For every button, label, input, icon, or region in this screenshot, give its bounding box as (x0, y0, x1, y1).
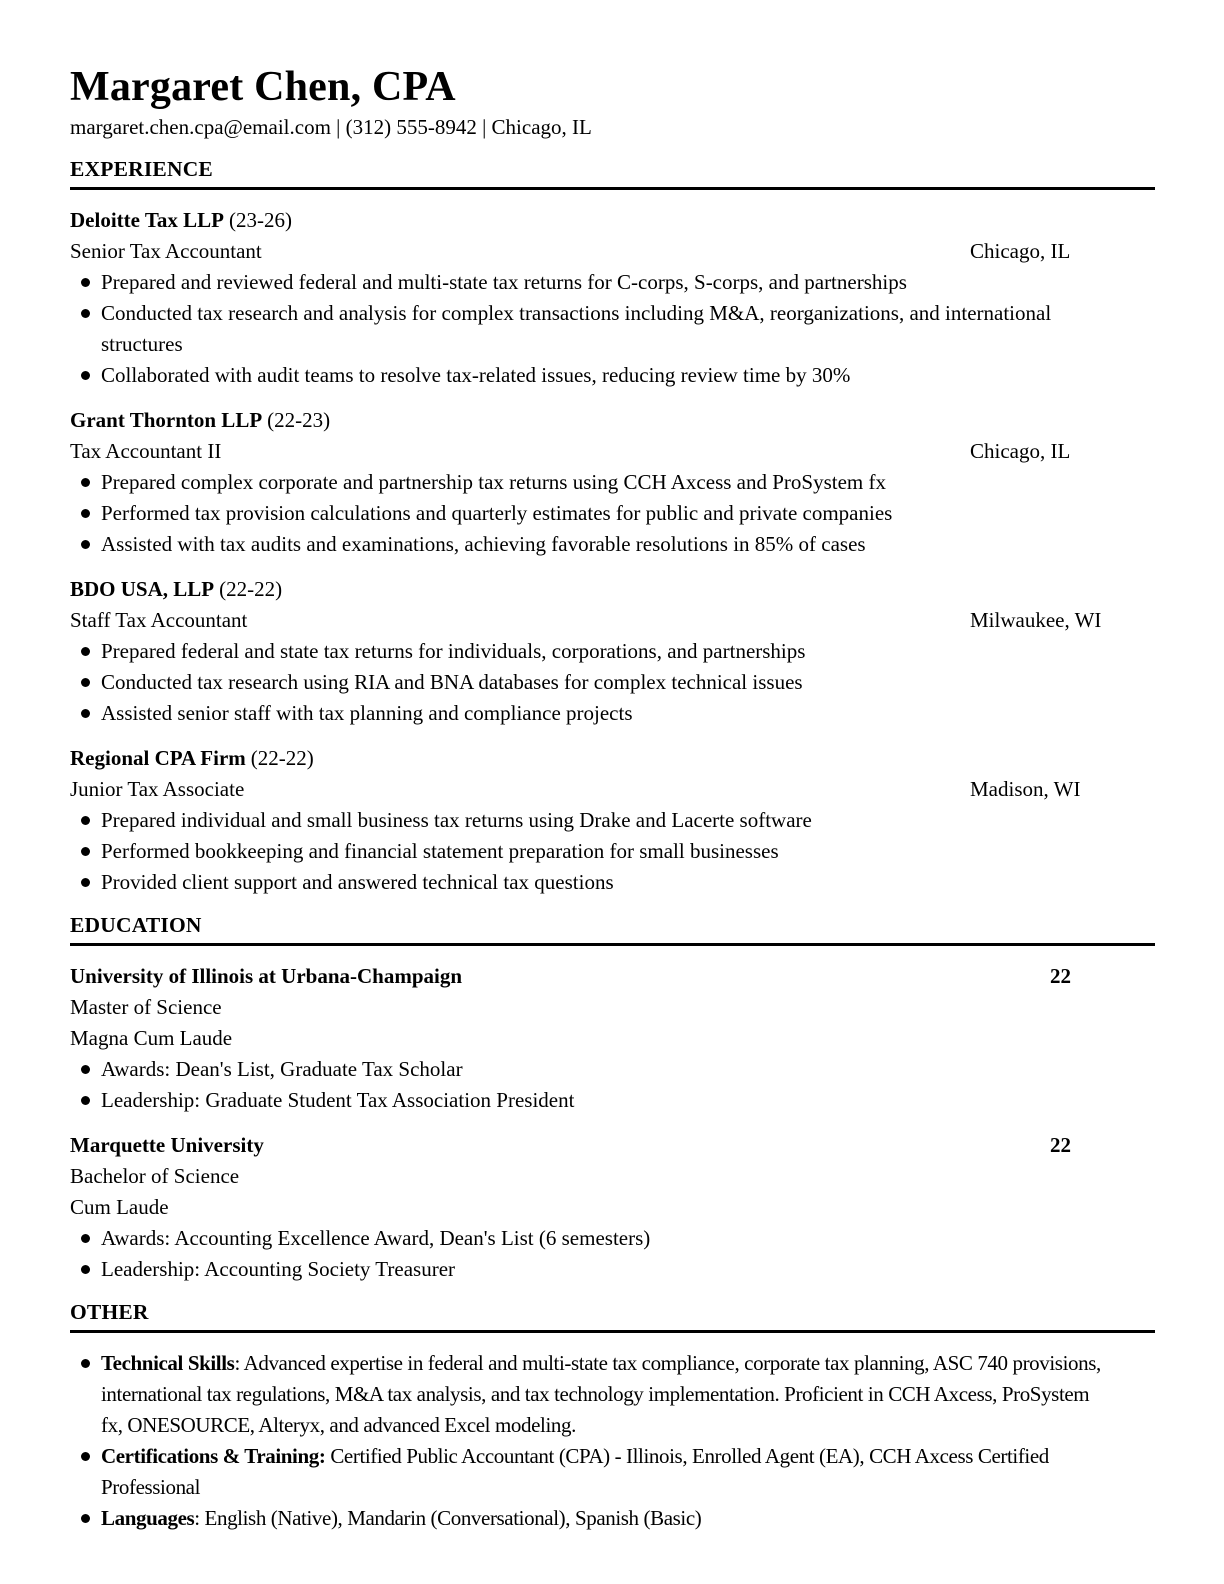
bullet-icon (81, 509, 90, 518)
bullet-item (70, 267, 1155, 298)
bullet-text: Prepared individual and small business tax returns using Drake and Lacerte software (101, 808, 812, 832)
bullet-icon (81, 1065, 90, 1074)
bullet-text: Assisted senior staff with tax planning and compliance projects (101, 701, 633, 725)
bullet-item (70, 498, 1155, 529)
other-item-value: : English (Native), Mandarin (Conversational), Spanish (Basic) (194, 1506, 702, 1530)
bullet-icon (81, 678, 90, 687)
job-location: Chicago, IL (970, 439, 1071, 463)
bullet-text: Awards: Accounting Excellence Award, Dean's List (6 semesters) (101, 1226, 651, 1250)
company-name: Deloitte Tax LLP (70, 208, 225, 232)
education-bullets (70, 1054, 1155, 1116)
bullet-icon (81, 647, 90, 656)
job-location: Milwaukee, WI (970, 608, 1102, 632)
bullet-text: Provided client support and answered technical tax questions (101, 870, 614, 894)
employment-dates: (23-26) (229, 208, 292, 232)
other-item-label: Certifications & Training: (101, 1444, 326, 1468)
bullet-item (70, 298, 1155, 360)
other-item-label: Technical Skills (101, 1351, 235, 1375)
bullet-text: Conducted tax research and analysis for complex transactions including M&A, reorganizations, and international structures (101, 301, 1052, 356)
bullet-item (70, 636, 1155, 667)
job-entry (70, 405, 1155, 560)
section-experience (70, 156, 1155, 898)
other-item (70, 1348, 1155, 1441)
education-entries (70, 961, 1155, 1285)
school-heading (70, 961, 1155, 992)
job-heading (70, 743, 1155, 774)
bullet-icon (81, 278, 90, 287)
bullet-icon (81, 1452, 90, 1461)
employment-dates: (22-22) (219, 577, 283, 601)
job-entry (70, 743, 1155, 898)
bullet-text: Prepared and reviewed federal and multi-state tax returns for C-corps, S-corps, and partnerships (101, 270, 907, 294)
job-title: Staff Tax Accountant (70, 608, 248, 632)
other-item (70, 1441, 1155, 1503)
job-entry (70, 205, 1155, 391)
bullet-icon (81, 709, 90, 718)
other-item-text (101, 1348, 1113, 1441)
bullet-item (70, 1223, 1155, 1254)
other-item-value: Certified Public Accountant (CPA) - Illinois, Enrolled Agent (EA), CCH Axcess Certified Professional (101, 1444, 1049, 1499)
job-heading (70, 205, 1155, 236)
job-subheading (70, 436, 1155, 467)
bullet-item (70, 467, 1155, 498)
bullet-item (70, 836, 1155, 867)
bullet-text: Prepared complex corporate and partnership tax returns using CCH Axcess and ProSystem fx (101, 470, 886, 494)
bullet-icon (81, 847, 90, 856)
bullet-icon (81, 309, 90, 318)
honors: Cum Laude (70, 1195, 169, 1219)
other-items (70, 1348, 1155, 1534)
degree: Master of Science (70, 995, 222, 1019)
bullet-item (70, 1085, 1155, 1116)
bullet-icon (81, 1359, 90, 1368)
other-section-title: OTHER (70, 1299, 1155, 1333)
job-title: Tax Accountant II (70, 439, 222, 463)
job-bullets (70, 467, 1155, 560)
bullet-item (70, 1054, 1155, 1085)
company-name: Regional CPA Firm (70, 746, 246, 770)
other-item-value: : Advanced expertise in federal and multi-state tax compliance, corporate tax planning, ASC 740 provisions, international tax regulations, M&A tax analysis, and tax technology implementation. Proficient in CCH Axcess, ProSystem fx, ONESOURCE, Alteryx, and advanced Excel modeling. (101, 1351, 1101, 1437)
bullet-icon (81, 540, 90, 549)
bullet-text: Leadership: Accounting Society Treasurer (101, 1257, 456, 1281)
company-name: BDO USA, LLP (70, 577, 215, 601)
section-other (70, 1299, 1155, 1534)
job-subheading (70, 774, 1155, 805)
bullet-text: Conducted tax research using RIA and BNA databases for complex technical issues (101, 670, 803, 694)
job-heading (70, 574, 1155, 605)
bullet-text: Prepared federal and state tax returns for individuals, corporations, and partnerships (101, 639, 806, 663)
section-education (70, 912, 1155, 1285)
experience-section-title: EXPERIENCE (70, 156, 1155, 190)
job-location: Madison, WI (970, 777, 1081, 801)
other-item (70, 1503, 1155, 1534)
company-name: Grant Thornton LLP (70, 408, 263, 432)
bullet-text: Assisted with tax audits and examinations, achieving favorable resolutions in 85% of cases (101, 532, 866, 556)
bullet-icon (81, 1096, 90, 1105)
bullet-item (70, 360, 1155, 391)
other-item-text (101, 1441, 1113, 1503)
bullet-text: Collaborated with audit teams to resolve tax-related issues, reducing review time by 30% (101, 363, 851, 387)
employment-dates: (22-23) (267, 408, 331, 432)
school-name: University of Illinois at Urbana-Champaign (70, 964, 463, 988)
education-entry (70, 961, 1155, 1116)
honors: Magna Cum Laude (70, 1026, 233, 1050)
bullet-icon (81, 1514, 90, 1523)
graduation-year: 22 (1050, 964, 1071, 988)
bullet-icon (81, 371, 90, 380)
job-subheading (70, 605, 1155, 636)
bullet-icon (81, 1234, 90, 1243)
bullet-icon (81, 878, 90, 887)
other-item-text (101, 1503, 1113, 1534)
bullet-text: Awards: Dean's List, Graduate Tax Scholar (101, 1057, 463, 1081)
bullet-icon (81, 816, 90, 825)
bullet-item (70, 805, 1155, 836)
candidate-name: Margaret Chen, CPA (70, 64, 456, 110)
bullet-item (70, 1254, 1155, 1285)
job-bullets (70, 267, 1155, 391)
school-name: Marquette University (70, 1133, 264, 1157)
bullet-icon (81, 478, 90, 487)
employment-dates: (22-22) (250, 746, 314, 770)
degree: Bachelor of Science (70, 1164, 240, 1188)
contact-line: margaret.chen.cpa@email.com | (312) 555-8942 | Chicago, IL (70, 115, 592, 139)
graduation-year: 22 (1050, 1133, 1071, 1157)
resume-header (70, 64, 1155, 142)
bullet-text: Performed bookkeeping and financial statement preparation for small businesses (101, 839, 779, 863)
education-entry (70, 1130, 1155, 1285)
bullet-text: Leadership: Graduate Student Tax Association President (101, 1088, 575, 1112)
school-heading (70, 1130, 1155, 1161)
job-location: Chicago, IL (970, 239, 1071, 263)
job-title: Senior Tax Accountant (70, 239, 262, 263)
experience-entries (70, 205, 1155, 898)
bullet-item (70, 667, 1155, 698)
bullet-item (70, 529, 1155, 560)
job-bullets (70, 805, 1155, 898)
education-bullets (70, 1223, 1155, 1285)
job-heading (70, 405, 1155, 436)
bullet-item (70, 867, 1155, 898)
bullet-item (70, 698, 1155, 729)
education-section-title: EDUCATION (70, 912, 1155, 946)
job-entry (70, 574, 1155, 729)
job-subheading (70, 236, 1155, 267)
bullet-text: Performed tax provision calculations and quarterly estimates for public and private companies (101, 501, 893, 525)
job-title: Junior Tax Associate (70, 777, 245, 801)
other-item-label: Languages (101, 1506, 195, 1530)
bullet-icon (81, 1265, 90, 1274)
job-bullets (70, 636, 1155, 729)
